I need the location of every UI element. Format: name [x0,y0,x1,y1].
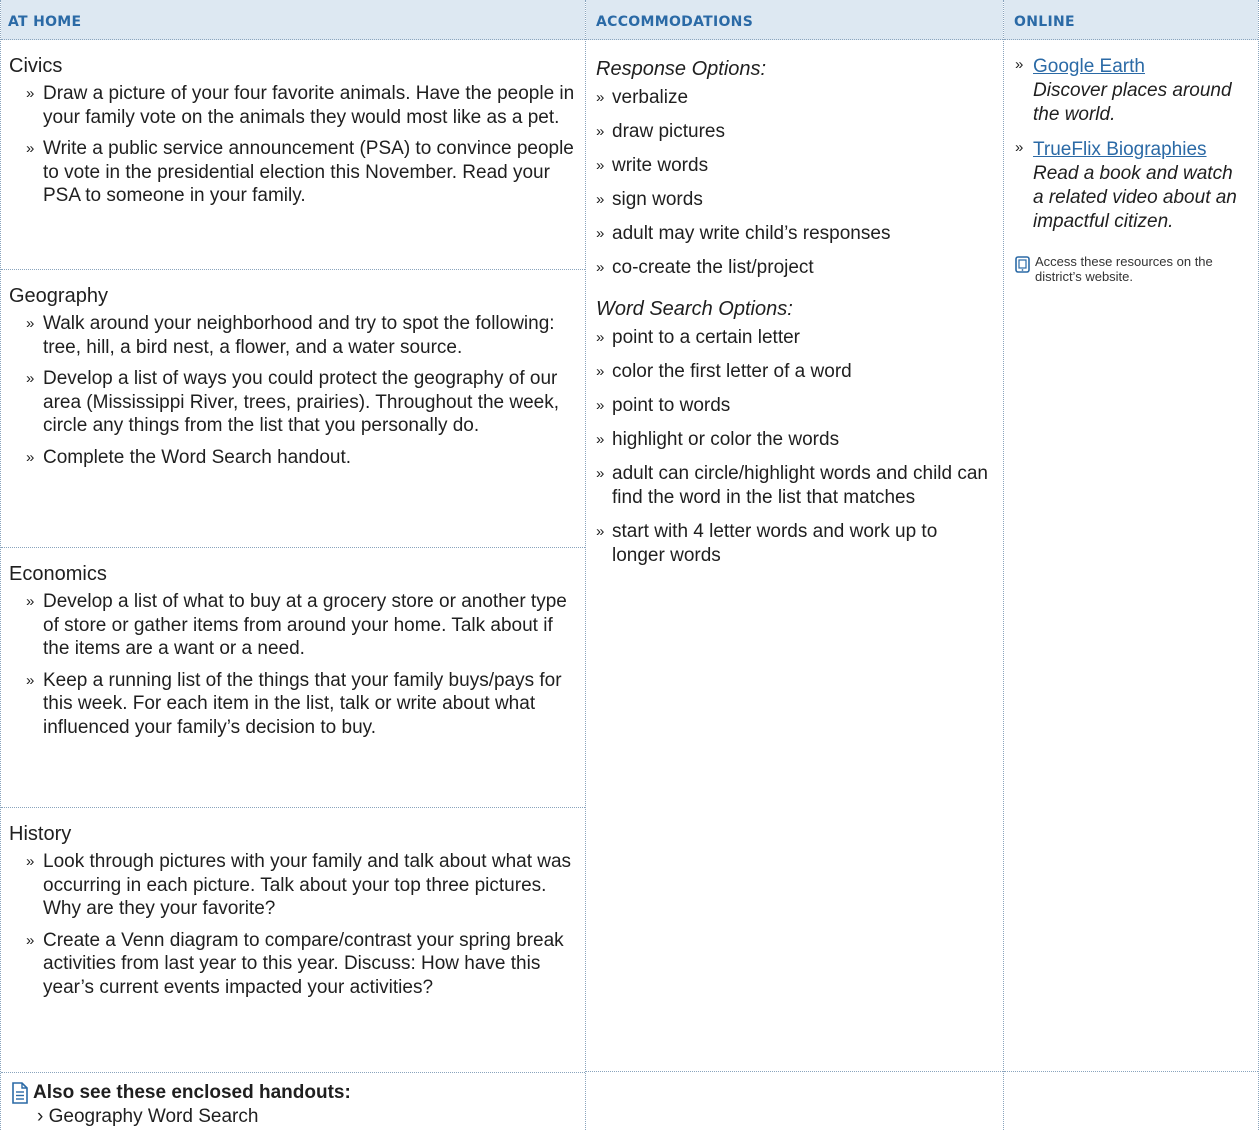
handouts-title-text: Also see these enclosed handouts: [33,1082,351,1103]
item-text: co-create the list/project [612,257,814,278]
item-text: point to words [612,395,731,416]
item-text: color the first letter of a word [612,361,852,382]
item-text: Keep a running list of the things that your family buys/pays for this week. For each item in the list, talk or write about what influenced your family’s decision to buy. [43,669,562,738]
bullet: » [26,931,35,949]
access-note [1015,254,1248,284]
list-item [9,82,575,129]
item-text: draw pictures [612,121,725,142]
column-header-accommodations: ACCOMMODATIONS [586,0,1003,40]
item-text: Develop a list of what to buy at a grocery store or another type of store or gather items from around your home. Talk about if the items are a want or a need. [43,591,567,659]
item-text: Write a public service announcement (PSA) to convince people to vote in the presidential election this November. Read your PSA to someone in your family. [43,138,574,206]
list-item [9,312,575,359]
bullet: » [596,225,605,242]
bullet: » [596,363,605,380]
column-header-at-home: AT HOME [1,0,585,40]
item-text: Walk around your neighborhood and try to spot the following: tree, hill, a bird nest, a flower, and a water source. [43,313,555,358]
tablet-icon [1015,256,1030,273]
item-text: start with 4 letter words and work up to longer words [612,521,938,566]
accommodations-column [586,0,1004,1130]
enclosed-handouts [1,1073,585,1129]
item-text: adult may write child’s responses [612,223,891,244]
list-item [596,86,993,110]
list-item [596,428,993,452]
section-title: Geography [9,285,108,307]
list-item [596,520,993,568]
bullet: » [26,85,35,102]
bullet: » [26,593,35,610]
list-item [596,256,993,280]
handout-item [9,1105,575,1129]
list-item [596,222,993,246]
bullet: » [596,329,605,346]
item-text: Look through pictures with your family and talk about what was occurring in each picture. Talk about your top three pictures. Why are they your favorite? [43,851,572,919]
bullet: » [26,448,35,466]
bullet: » [1015,139,1024,156]
bullet: » [26,671,35,689]
bullet: » [596,191,605,208]
resource-description: Read a book and watch a related video about an impactful citizen. [1033,163,1237,232]
bullet: » [596,259,605,276]
list-item [9,850,575,921]
trueflix-biographies-link[interactable]: TrueFlix Biographies [1033,139,1207,160]
resource-description: Discover places around the world. [1033,80,1232,125]
google-earth-link[interactable]: Google Earth [1033,56,1145,77]
item-text: Create a Venn diagram to compare/contrast your spring break activities from last year to this year. Discuss: How have this year’s current events impacted your activities? [43,929,564,998]
resource-trueflix [1015,137,1248,234]
bullet: » [26,140,35,157]
item-text: adult can circle/highlight words and child can find the word in the list that matches [612,463,988,508]
item-text: write words [612,155,709,176]
section-title: Economics [9,563,107,585]
at-home-column [0,0,586,1130]
list-item [9,590,575,661]
bullet: » [596,89,605,106]
item-text: highlight or color the words [612,429,840,450]
item-text: sign words [612,189,703,210]
list-item [9,929,575,1000]
bullet: » [26,370,35,387]
list-item [9,446,575,470]
section-title: History [9,823,72,845]
section-civics [1,40,585,270]
bullet: » [596,157,605,174]
list-item [596,120,993,144]
resource-google-earth [1015,54,1248,127]
list-item [9,669,575,740]
online-resources [1004,40,1258,284]
list-item [596,360,993,384]
bullet: » [596,523,605,540]
list-item [596,394,993,418]
bullet: » [26,853,35,870]
bullet: » [1015,56,1024,73]
list-item [596,188,993,212]
word-search-options [586,290,1003,568]
word-search-options-title: Word Search Options: [596,298,793,320]
handout-label: Geography Word Search [48,1106,259,1127]
accommodations-body [586,40,1003,1072]
section-title: Civics [9,55,63,77]
bullet: » [596,465,605,482]
online-column [1004,0,1259,1130]
section-economics [1,548,585,808]
bullet: » [596,431,605,448]
list-item [596,154,993,178]
item-text: Complete the Word Search handout. [43,446,352,468]
document-icon [9,1081,31,1105]
bullet: » [596,123,605,140]
section-history [1,808,585,1073]
section-geography [1,270,585,548]
online-body [1004,40,1258,1072]
item-text: verbalize [612,87,689,108]
list-item [596,326,993,350]
handouts-title [9,1081,575,1105]
list-item [596,462,993,510]
list-item [9,367,575,438]
list-item [9,137,575,208]
response-options [586,40,1003,280]
item-text: Draw a picture of your four favorite animals. Have the people in your family vote on the animals they would most like as a pet. [43,83,575,128]
column-header-online: ONLINE [1004,0,1258,40]
item-text: point to a certain letter [612,327,800,348]
response-options-title: Response Options: [596,58,767,80]
item-text: Develop a list of ways you could protect the geography of our area (Mississippi River, trees, prairies). Throughout the week, circle any things from the list that you personally do. [43,368,560,436]
bullet: » [596,397,605,414]
bullet: » [26,315,35,332]
access-note-text: Access these resources on the district’s website. [1035,254,1213,284]
handout-bullet: › [37,1106,44,1127]
